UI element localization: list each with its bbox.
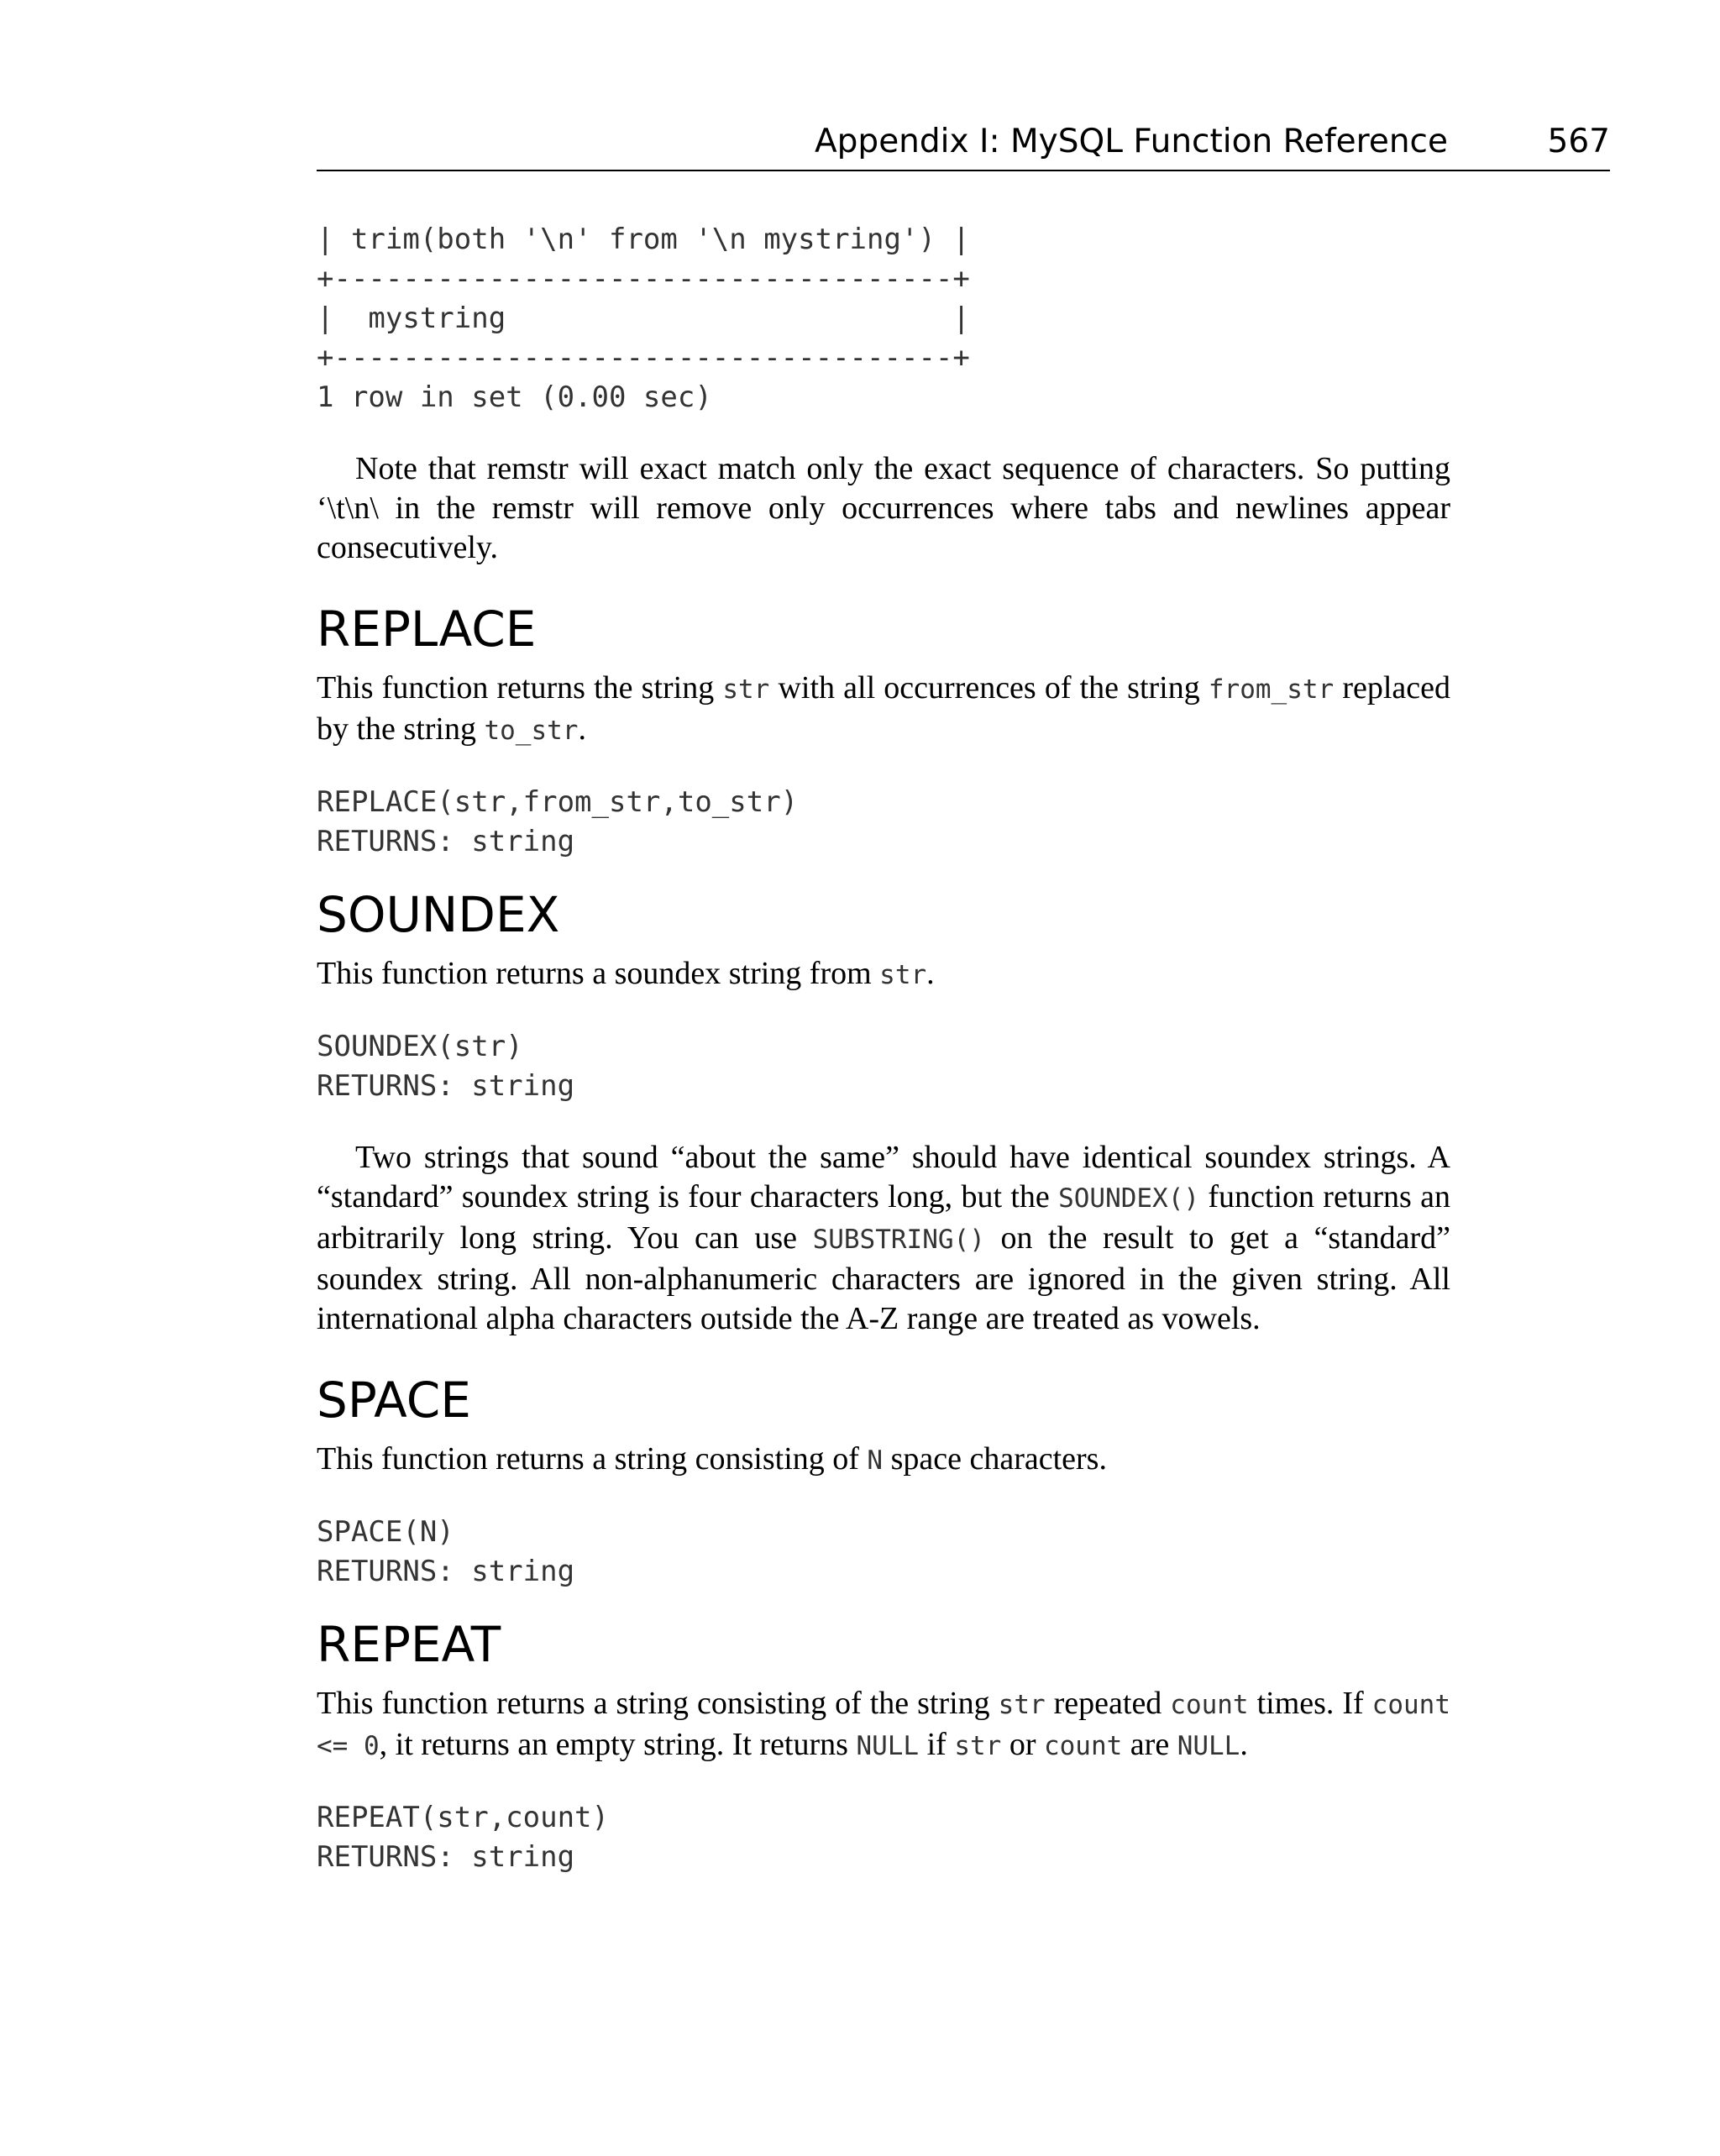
inline-code: NULL (1177, 1731, 1240, 1761)
chapter-title: Appendix I: MySQL Function Reference (815, 123, 1448, 160)
space-signature-block (317, 1513, 1450, 1592)
function-returns: RETURNS: string (317, 825, 575, 858)
replace-description: This function returns the string str with all occurrences of the string from_str replaced by the string to_str. (317, 670, 1450, 747)
repeat-signature-block (317, 1798, 1450, 1877)
function-signature: REPLACE(str,from_str,to_str) (317, 785, 799, 819)
repeat-heading: REPEAT (317, 1616, 501, 1673)
inline-code: count (1170, 1690, 1249, 1720)
running-header (317, 119, 1610, 171)
repeat-description: This function returns a string consisting of the string str repeated count times. If count <= 0, it returns an empty string. It returns NULL if str or count are NULL. (317, 1686, 1450, 1762)
function-returns: RETURNS: string (317, 1840, 575, 1874)
function-signature: SPACE(N) (317, 1515, 454, 1549)
space-heading: SPACE (317, 1372, 471, 1429)
replace-heading: REPLACE (317, 601, 537, 658)
page-content (317, 220, 1450, 1877)
inline-code: str (879, 960, 927, 990)
soundex-note-paragraph: Two strings that sound “about the same” should have identical soundex strings. A “standard” soundex string is four characters long, but the SOUNDEX() function returns an arbitrarily long string. You can use SUBSTRING() on the result to get a “standard” soundex string. All non-alphanumeric characters are ignored in the given string. All international alpha characters outside the A-Z range are treated as vowels. (317, 1140, 1450, 1336)
inline-code: from_str (1208, 674, 1335, 705)
inline-code: count <= 0 (317, 1690, 1450, 1761)
space-description: This function returns a string consisting of N space characters. (317, 1441, 1107, 1477)
page-number: 567 (1547, 123, 1610, 160)
function-signature: REPEAT(str,count) (317, 1801, 609, 1834)
inline-code: count (1043, 1731, 1123, 1761)
soundex-heading: SOUNDEX (317, 886, 560, 943)
soundex-signature-block (317, 1027, 1450, 1106)
trim-note-paragraph: Note that remstr will exact match only the exact sequence of characters. So putting ‘\t\n\ in the remstr will remove only occurrences where tabs and newlines appear consecutively. (317, 451, 1450, 565)
trim-output-block (317, 220, 1450, 417)
soundex-description: This function returns a soundex string from str. (317, 956, 935, 991)
inline-code: str (722, 674, 770, 705)
code-line: | trim(both '\n' from '\n mystring') | (317, 223, 970, 256)
function-signature: SOUNDEX(str) (317, 1030, 523, 1063)
code-line: | mystring | (317, 302, 970, 335)
function-returns: RETURNS: string (317, 1069, 575, 1103)
inline-code: SUBSTRING() (812, 1225, 985, 1255)
code-line: +------------------------------------+ (317, 262, 970, 296)
function-returns: RETURNS: string (317, 1555, 575, 1588)
inline-code: to_str (484, 716, 579, 746)
replace-signature-block (317, 783, 1450, 862)
inline-code: N (867, 1445, 884, 1476)
code-line: +------------------------------------+ (317, 341, 970, 375)
inline-code: NULL (856, 1731, 920, 1761)
inline-code: str (954, 1731, 1002, 1761)
code-line: 1 row in set (0.00 sec) (317, 380, 712, 414)
inline-code: str (998, 1690, 1046, 1720)
inline-code: SOUNDEX() (1058, 1183, 1200, 1214)
